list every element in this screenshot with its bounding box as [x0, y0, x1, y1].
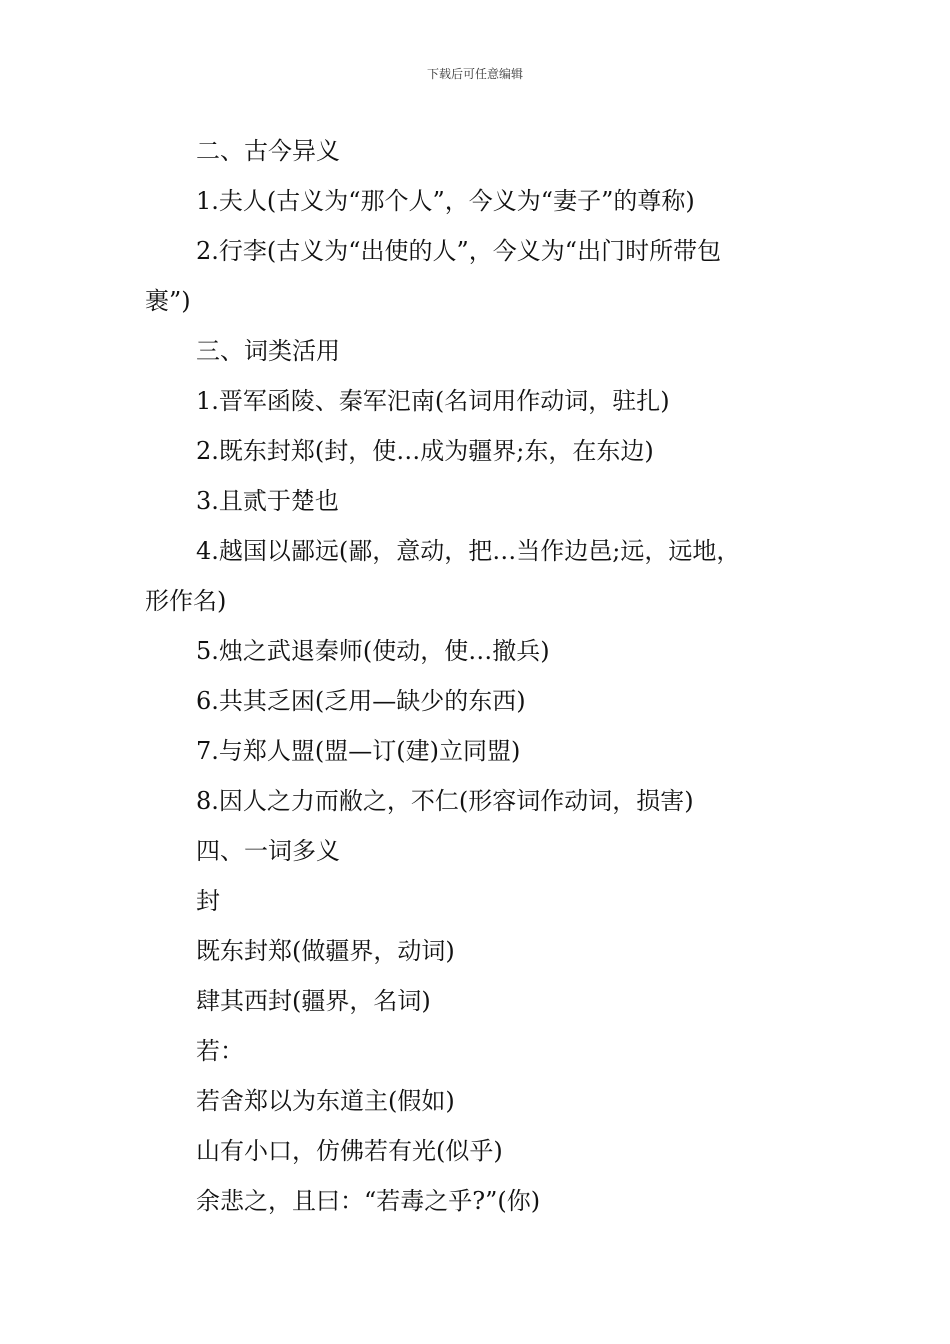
- paragraph-line-continuation: 裹”): [145, 287, 191, 315]
- paragraph-line: 3.且贰于楚也: [196, 487, 339, 515]
- paragraph-line: 8.因人之力而敝之，不仁(形容词作动词，损害): [196, 787, 694, 815]
- paragraph-line-continuation: 形作名): [145, 587, 227, 615]
- paragraph-line: 既东封郑(做疆界，动词): [196, 937, 455, 965]
- paragraph-line: 余悲之，且曰：“若毒之乎?”(你): [196, 1187, 541, 1215]
- paragraph-line: 2.行李(古义为“出使的人”，今义为“出门时所带包: [196, 237, 722, 265]
- paragraph-line: 1.晋军函陵、秦军汜南(名词用作动词，驻扎): [196, 387, 670, 415]
- section-heading-polysemy: 四、一词多义: [196, 837, 340, 865]
- page-header: 下载后可任意编辑: [426, 67, 523, 81]
- paragraph-line: 山有小口，仿佛若有光(似乎): [196, 1137, 503, 1165]
- section-heading-word-class: 三、词类活用: [196, 337, 340, 365]
- paragraph-line: 肆其西封(疆界，名词): [196, 987, 431, 1015]
- paragraph-line: 2.既东封郑(封，使…成为疆界;东，在东边): [196, 437, 654, 465]
- section-heading-ancient-modern: 二、古今异义: [196, 137, 340, 165]
- paragraph-line: 若：: [196, 1037, 244, 1065]
- paragraph-line: 5.烛之武退秦师(使动，使…撤兵): [196, 637, 550, 665]
- paragraph-line: 封: [196, 887, 220, 915]
- paragraph-line: 4.越国以鄙远(鄙，意动，把…当作边邑;远，远地，: [196, 537, 741, 565]
- paragraph-line: 若舍郑以为东道主(假如): [196, 1087, 455, 1115]
- paragraph-line: 6.共其乏困(乏用—缺少的东西): [196, 687, 526, 715]
- paragraph-line: 1.夫人(古义为“那个人”，今义为“妻子”的尊称): [196, 187, 695, 215]
- document-body: [145, 126, 810, 1226]
- paragraph-line: 7.与郑人盟(盟—订(建)立同盟): [196, 737, 521, 765]
